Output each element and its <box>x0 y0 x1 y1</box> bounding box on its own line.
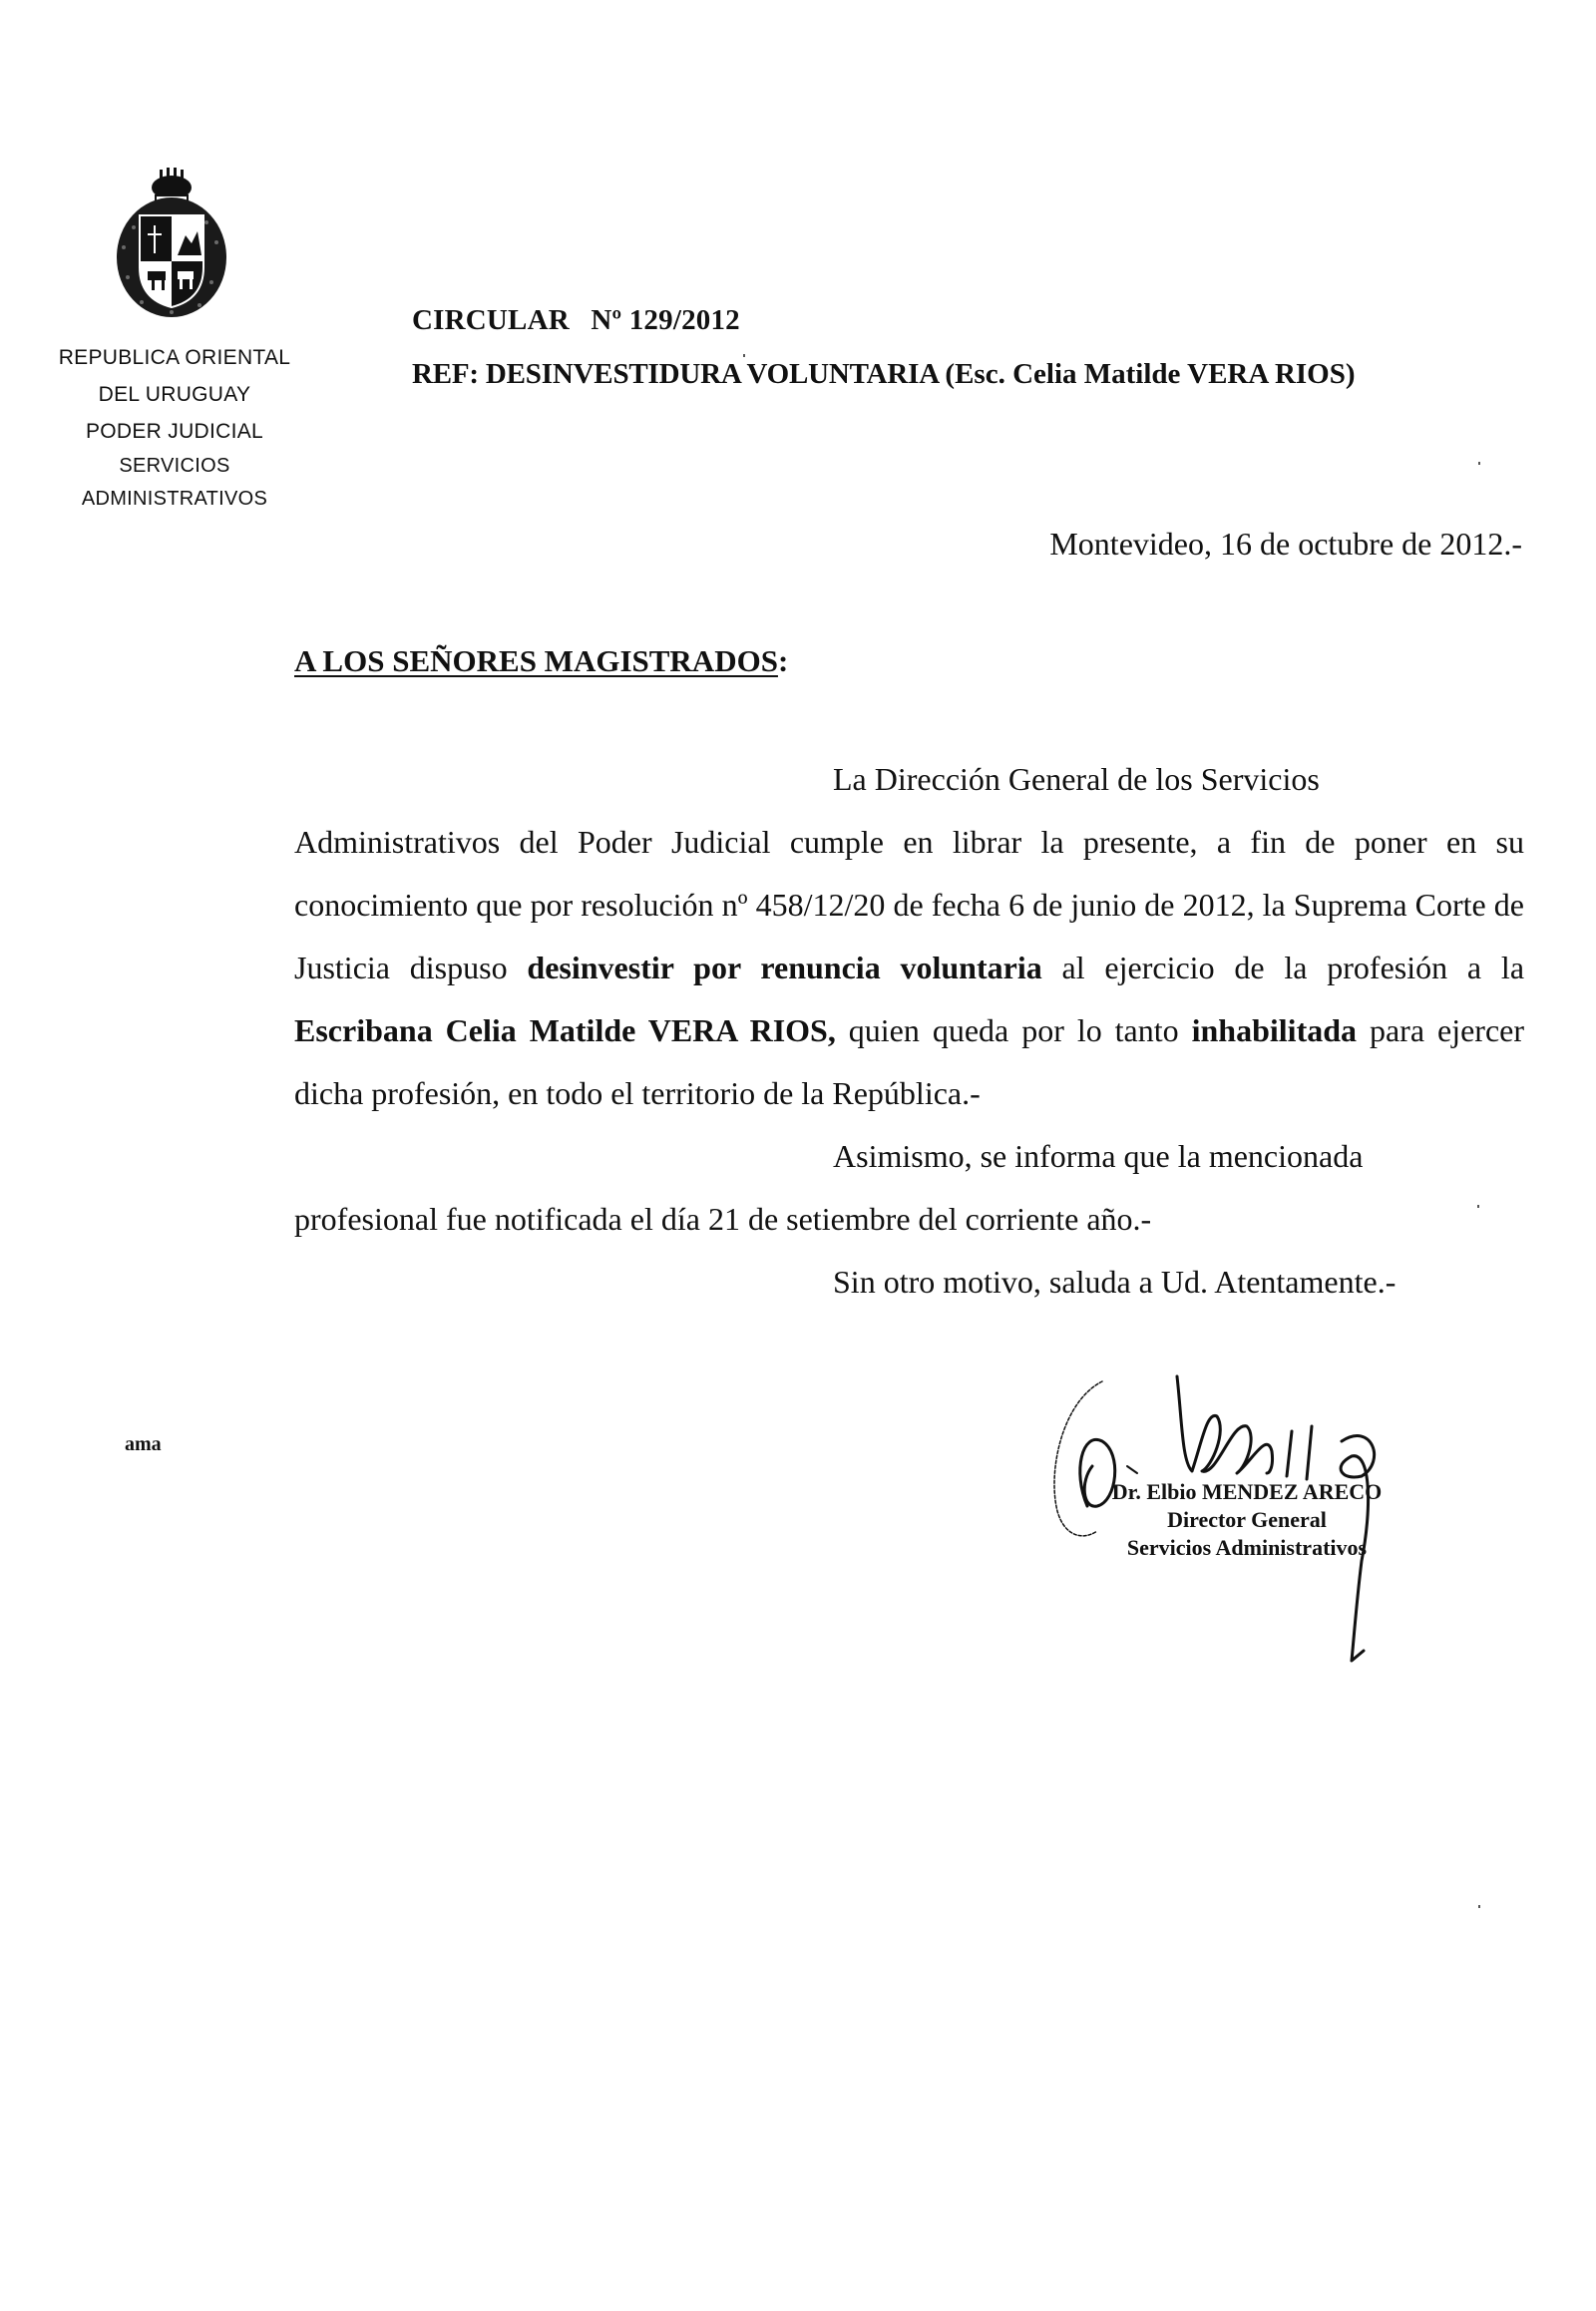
signatory-office: Servicios Administrativos <box>1126 1535 1368 1560</box>
reference-label: REF: <box>412 358 479 390</box>
salutation <box>294 643 788 679</box>
letterhead-line-uruguay: DEL URUGUAY <box>98 383 251 406</box>
letter-body <box>294 748 1524 1314</box>
signatory-title: Director General <box>1167 1507 1327 1532</box>
scan-speck <box>1478 462 1480 465</box>
reference-detail: (Esc. Celia Matilde VERA RIOS) <box>945 358 1356 390</box>
paragraph-1 <box>294 811 1524 1125</box>
scan-speck <box>1477 1205 1479 1208</box>
emphasis-desinvestir: desinvestir por renuncia voluntaria <box>527 950 1042 985</box>
reference-title: DESINVESTIDURA VOLUNTARIA <box>485 358 939 390</box>
letterhead-line-republica: REPUBLICA ORIENTAL <box>58 346 291 369</box>
reference-line <box>412 358 1356 391</box>
salutation-text: A LOS SEÑORES MAGISTRADOS <box>294 643 778 678</box>
paragraph-1-text-d: para ejercer dicha profesión, en todo el territorio de la República.- <box>294 1012 1525 1111</box>
scan-speck <box>1478 1905 1480 1908</box>
circular-number: 129/2012 <box>628 304 740 336</box>
paragraph-1-text-c: quien queda por lo tanto <box>835 1012 1192 1048</box>
signatory-name: Dr. Elbio MENDEZ ARECO <box>1111 1479 1383 1504</box>
institution-letterhead <box>40 339 309 516</box>
scan-speck <box>743 354 745 357</box>
paragraph-1-first-line: La Dirección General de los Servicios <box>833 761 1320 797</box>
emphasis-escribana-name: Escribana Celia Matilde VERA RIOS, <box>294 1012 836 1048</box>
circular-label: CIRCULAR <box>412 304 570 336</box>
coat-of-arms-seal <box>112 168 231 322</box>
paragraph-1-text-b: al ejercicio de la profesión a la <box>1041 950 1525 985</box>
place-and-date: Montevideo, 16 de octubre de 2012.- <box>1049 526 1522 562</box>
paragraph-1-text-a: Administrativos del Poder Judicial cumple en librar la presente, a fin de poner en su conocimiento que por resolución nº 458/12/20 de fecha 6 de junio de 2012, la Suprema Corte de Justicia dispuso <box>294 824 1524 985</box>
typist-initials: ama <box>125 1433 162 1455</box>
paragraph-2-second-line: profesional fue notificada el día 21 de setiembre del corriente año.- <box>294 1201 1152 1237</box>
emphasis-inhabilitada: inhabilitada <box>1191 1012 1358 1048</box>
letterhead-line-servicios: SERVICIOS <box>119 455 230 477</box>
letterhead-line-poder-judicial: PODER JUDICIAL <box>85 420 264 443</box>
circular-number-line <box>412 304 740 337</box>
letterhead-line-administrativos: ADMINISTRATIVOS <box>81 488 268 510</box>
paragraph-2-first-line: Asimismo, se informa que la mencionada <box>833 1138 1364 1174</box>
circular-number-label: Nº <box>591 304 622 336</box>
signatory-block <box>1077 1478 1416 1562</box>
closing-line: Sin otro motivo, saluda a Ud. Atentamente.- <box>833 1264 1396 1300</box>
salutation-colon: : <box>777 643 789 678</box>
seal-sun-crest <box>152 168 192 201</box>
